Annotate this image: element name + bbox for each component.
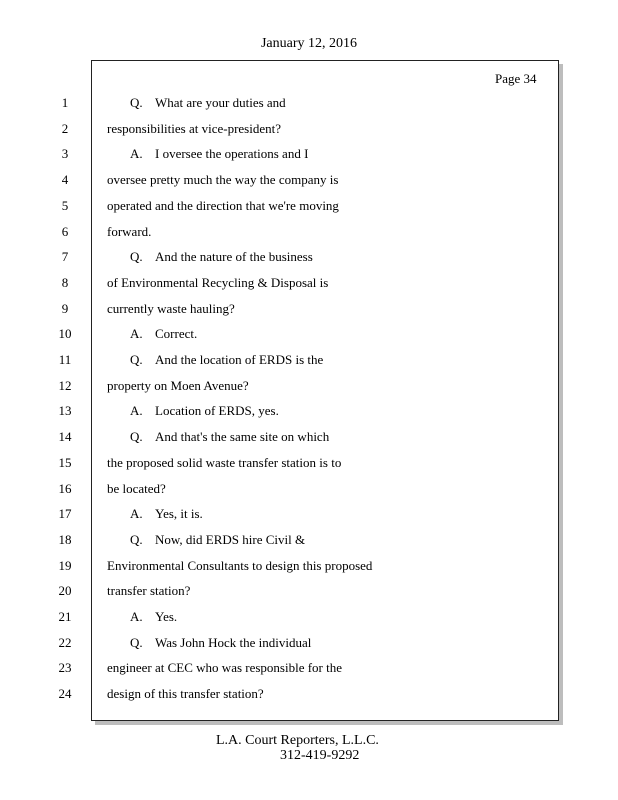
line-number: 14: [58, 429, 72, 444]
line-text: I oversee the operations and I: [155, 146, 309, 161]
transcript-line: [130, 146, 308, 162]
line-number: 18: [58, 532, 72, 547]
transcript-line: [130, 326, 197, 342]
speaker-label: Q.: [130, 635, 143, 650]
line-number: 5: [61, 198, 69, 213]
line-number: 7: [61, 249, 69, 264]
line-text: Yes.: [155, 609, 178, 624]
line-number: 16: [58, 481, 72, 496]
line-text: And the location of ERDS is the: [155, 352, 324, 367]
transcript-line: Environmental Consultants to design this proposed: [107, 558, 373, 573]
line-text: Now, did ERDS hire Civil &: [155, 532, 306, 547]
transcript-line: [130, 609, 177, 625]
transcript-line: [130, 95, 286, 111]
speaker-label: A.: [130, 403, 143, 418]
speaker-label: Q.: [130, 95, 143, 110]
line-text: Location of ERDS, yes.: [155, 403, 279, 418]
footer-phone: 312-419-9292: [280, 748, 360, 763]
line-number: 11: [58, 352, 72, 367]
speaker-label: Q.: [130, 429, 143, 444]
line-text: Yes, it is.: [155, 506, 203, 521]
line-number: 22: [58, 635, 72, 650]
line-number: 9: [61, 301, 69, 316]
transcript-line: [130, 352, 323, 368]
line-text: What are your duties and: [155, 95, 286, 110]
speaker-label: Q.: [130, 532, 143, 547]
line-number: 13: [58, 403, 72, 418]
line-number: 2: [61, 121, 69, 136]
transcript-line: [130, 635, 311, 651]
line-number: 21: [58, 609, 72, 624]
line-number: 17: [58, 506, 72, 521]
transcript-line: [130, 429, 329, 445]
transcript-line: property on Moen Avenue?: [107, 378, 249, 393]
line-number: 4: [61, 172, 69, 187]
line-number: 19: [58, 558, 72, 573]
transcript-line: operated and the direction that we're moving: [107, 198, 339, 213]
transcript-line: engineer at CEC who was responsible for the: [107, 660, 343, 675]
transcript-line: be located?: [107, 481, 166, 496]
speaker-label: A.: [130, 146, 143, 161]
line-number: 8: [61, 275, 69, 290]
transcript-line: forward.: [107, 224, 152, 239]
line-text: And that's the same site on which: [155, 429, 330, 444]
speaker-label: Q.: [130, 249, 143, 264]
speaker-label: A.: [130, 326, 143, 341]
speaker-label: Q.: [130, 352, 143, 367]
transcript-line: of Environmental Recycling & Disposal is: [107, 275, 329, 290]
speaker-label: A.: [130, 609, 143, 624]
transcript-line: oversee pretty much the way the company is: [107, 172, 339, 187]
line-text: Was John Hock the individual: [155, 635, 312, 650]
transcript-line: [130, 403, 279, 419]
transcript-line: the proposed solid waste transfer station is to: [107, 455, 342, 470]
footer-company: L.A. Court Reporters, L.L.C.: [216, 733, 379, 748]
transcript-line: transfer station?: [107, 583, 191, 598]
transcript-line: design of this transfer station?: [107, 686, 264, 701]
line-number: 24: [58, 686, 72, 701]
speaker-label: A.: [130, 506, 143, 521]
line-text: Correct.: [155, 326, 198, 341]
transcript-line: [130, 506, 203, 522]
transcript-line: currently waste hauling?: [107, 301, 235, 316]
transcript-date: January 12, 2016: [260, 36, 358, 51]
line-number: 20: [58, 583, 72, 598]
line-number: 23: [58, 660, 72, 675]
line-number: 12: [58, 378, 72, 393]
line-number: 6: [61, 224, 69, 239]
page-number: Page 34: [495, 71, 537, 86]
transcript-line: [130, 249, 313, 265]
line-text: And the nature of the business: [155, 249, 313, 264]
line-number: 1: [61, 95, 69, 110]
line-number: 3: [61, 146, 69, 161]
transcript-line: responsibilities at vice-president?: [107, 121, 282, 136]
transcript-line: [130, 532, 305, 548]
line-number: 10: [58, 326, 72, 341]
line-number: 15: [58, 455, 72, 470]
